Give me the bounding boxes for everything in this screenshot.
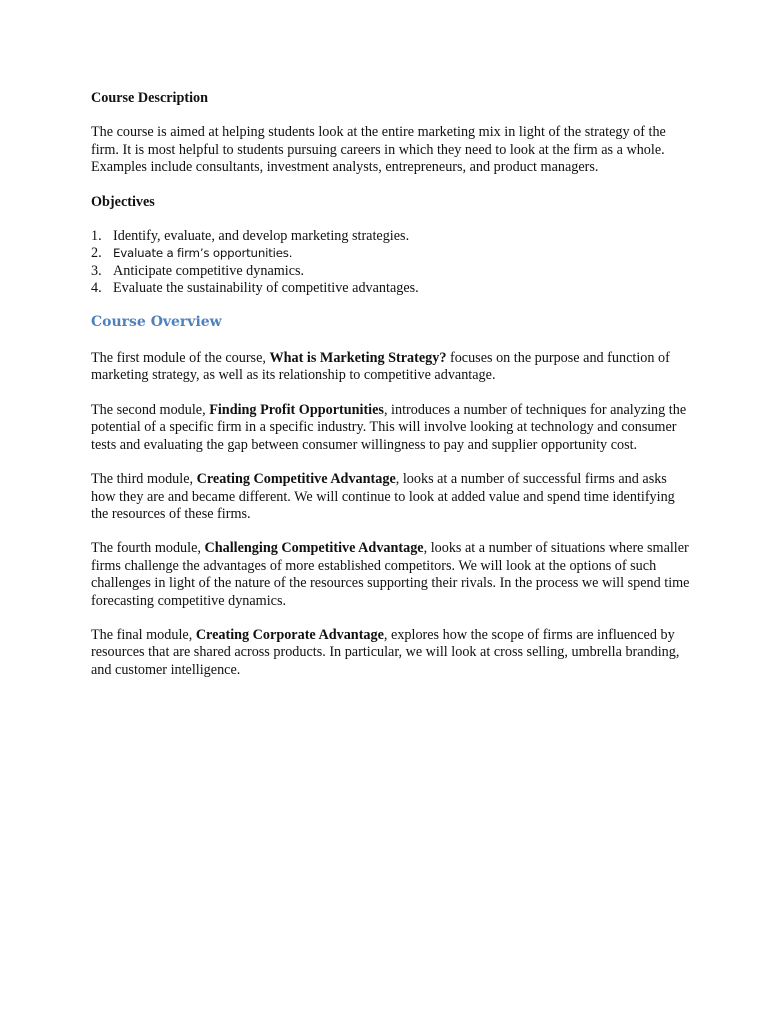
course-description-heading: Course Description	[91, 90, 209, 106]
module-title: What is Marketing Strategy?	[269, 350, 447, 367]
module-description: , introduces a number of techniques for analyzing the potential of a specific firm in a specific industry. This will involve looking at technology and consumer tests and evaluating the gap between consumer willingness to pay and supplier opportunity cost.	[91, 401, 687, 453]
module-description: , looks at a number of successful firms and asks how they are and became different. We will continue to look at added value and spend time identifying the resources of these firms.	[91, 471, 675, 522]
module-intro: The fourth module,	[91, 540, 205, 557]
module-paragraph	[91, 471, 691, 523]
module-intro: The first module of the course,	[91, 350, 270, 367]
course-description-text: The course is aimed at helping students look at the entire marketing mix in light of the strategy of the firm. It is most helpful to students pursuing careers in which they need to look at the firm as a whole. Examples include consultants, investment analysts, entrepreneurs, and product managers.	[91, 124, 666, 176]
objective-number: 2.	[91, 245, 102, 262]
objective-number: 3.	[91, 262, 102, 279]
objective-number: 1.	[91, 228, 102, 245]
objective-text: Evaluate the sustainability of competitive advantages.	[113, 280, 419, 297]
module-intro: The third module,	[91, 471, 197, 488]
objective-item	[91, 245, 691, 262]
module-description: , looks at a number of situations where smaller firms challenge the advantages of more established competitors. We will look at the options of such challenges in light of the nature of the resources supporting their rivals. In the process we will spend time forecasting competitive dynamics.	[91, 540, 690, 609]
module-intro: The final module,	[91, 626, 196, 643]
module-paragraph	[91, 350, 691, 385]
objective-number: 4.	[91, 280, 102, 297]
module-intro: The second module,	[91, 401, 210, 418]
objective-text: Identify, evaluate, and develop marketing strategies.	[113, 228, 410, 245]
objectives-list	[91, 228, 691, 298]
module-paragraph	[91, 627, 691, 679]
module-title: Creating Corporate Advantage	[195, 626, 384, 643]
module-paragraph	[91, 402, 691, 454]
objective-text: Evaluate a firm’s opportunities.	[113, 246, 293, 261]
module-title: Challenging Competitive Advantage	[204, 540, 424, 557]
module-title: Finding Profit Opportunities	[209, 401, 384, 418]
objective-item	[91, 228, 691, 245]
document-page	[91, 90, 691, 696]
objective-item	[91, 280, 691, 297]
objective-text: Anticipate competitive dynamics.	[113, 262, 305, 279]
module-description: focuses on the purpose and function of marketing strategy, as well as its relationship to competitive advantage.	[91, 350, 670, 384]
module-paragraph	[91, 540, 691, 610]
course-overview-heading: Course Overview	[91, 313, 222, 330]
module-title: Creating Competitive Advantage	[196, 471, 396, 488]
module-description: , explores how the scope of firms are influenced by resources that are shared across products. In particular, we will look at cross selling, umbrella branding, and customer intelligence.	[91, 626, 680, 678]
objectives-heading: Objectives	[91, 193, 155, 210]
objective-item	[91, 263, 691, 280]
